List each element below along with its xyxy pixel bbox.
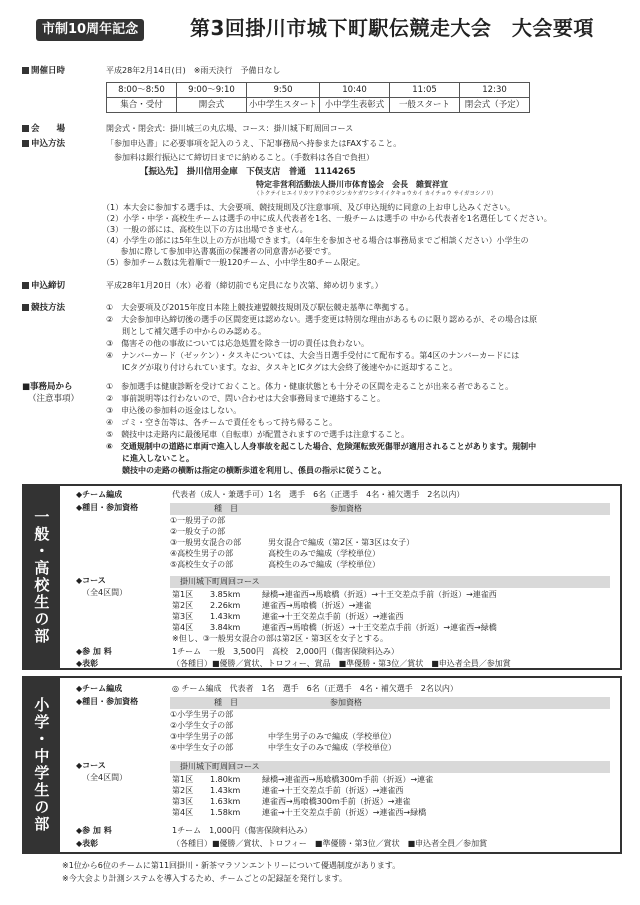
anniversary-badge: 市制10周年記念: [36, 19, 144, 41]
schedule-table: 8:00～8:50 9:00～9:10 9:50 10:40 11:05 12:30 集合・受付 開会式 小中学生スタート 小中学生表彰式 一般スタート 閉会式（予定）: [106, 82, 530, 113]
shochu-side-label: 小学・中学生の部: [22, 676, 60, 854]
square-icon: [22, 282, 29, 289]
square-icon: [22, 67, 29, 74]
footer-note-2: ※今大会より計測システムを導入するため、チームごとの記録証を発行します。: [62, 874, 347, 883]
header: [22, 16, 622, 50]
footer-note-1: ※1位から6位のチームに第11回掛川・新茶マラソンエントリーについて優遇制度があります。: [62, 861, 401, 870]
ippan-side-label: 一般・高校生の部: [22, 484, 60, 670]
square-icon: [22, 304, 29, 311]
square-icon: [22, 125, 29, 132]
shochu-event-header: 種 目 参加資格: [170, 697, 610, 709]
page-title: 第3回掛川市城下町駅伝競走大会 大会要項: [190, 16, 594, 40]
square-icon: [22, 140, 29, 147]
ippan-event-header: 種 目 参加資格: [170, 503, 610, 515]
